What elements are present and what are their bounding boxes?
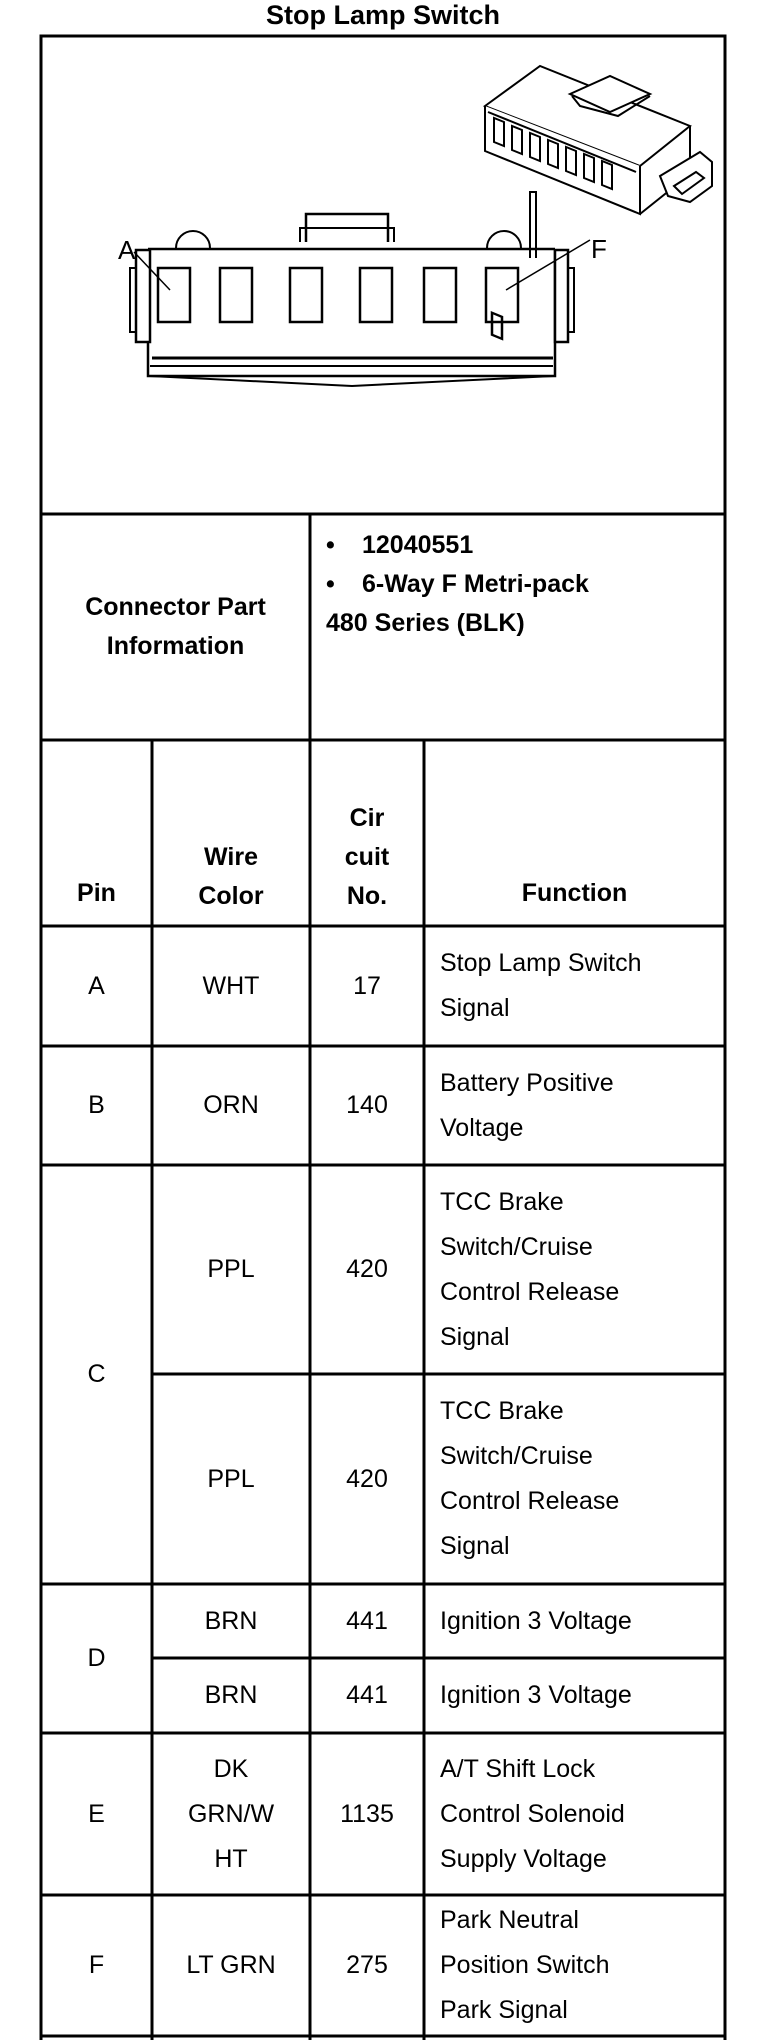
table-row-pin: A [88,971,105,1000]
table-row-wire-color: ORN [203,1091,259,1119]
table-row-wire-color: BRN [204,1681,258,1709]
table-row-wire-color: PPL [207,1255,255,1283]
table-row-wire-color: DK GRN/W HT [187,1754,275,1873]
table-row-circuit: 140 [346,1091,388,1119]
table-row-circuit: 17 [353,971,381,1000]
connector-series-line: 480 Series (BLK) [326,609,525,637]
page-title: Stop Lamp Switch [265,0,500,30]
header-pin: Pin [77,879,116,907]
table-row-pin: C [87,1360,106,1388]
table-row-function: Ignition 3 Voltage [440,1606,632,1635]
table-row-function: Ignition 3 Voltage [440,1681,632,1709]
table-row-wire-color: PPL [207,1464,255,1493]
table-row-circuit: 1135 [340,1799,394,1828]
connector-type-bullet: • 6-Way F Metri-pack [326,570,589,598]
header-function: Function [521,879,628,907]
connector-front-view [130,192,590,386]
header-wire-color: Wire Color [198,843,264,910]
header-circuit-no: Cir cuit No. [344,804,390,910]
table-row-circuit: 441 [346,1681,388,1709]
table-row-circuit: 275 [346,1951,388,1979]
table-row-circuit: 420 [346,1255,388,1283]
connector-part-info-label [41,514,310,740]
table-row-circuit: 441 [346,1606,388,1635]
table-row-pin: D [87,1644,106,1672]
table-row-pin: B [88,1091,105,1119]
table-row-circuit: 420 [346,1464,388,1493]
connector-part-info-values [310,526,720,643]
pin-a-callout: A [118,235,136,265]
table-row-function: A/T Shift Lock Control Solenoid Supply Voltage [440,1754,625,1873]
table-row-function: TCC Brake Switch/Cruise Control Release Signal [440,1187,620,1351]
connector-part-info-label-line: Information [106,632,245,660]
pin-f-callout: F [591,234,607,264]
table-row-function: TCC Brake Switch/Cruise Control Release Signal [440,1397,620,1560]
table-row-function: Battery Positive Voltage [440,1068,614,1142]
table-row-wire-color: WHT [202,971,260,1000]
table-row-function: Stop Lamp Switch Signal [440,949,642,1022]
table-row-wire-color: LT GRN [186,1951,276,1979]
table-row-pin: E [88,1799,105,1828]
connector-illustration [0,36,768,514]
part-number-bullet: • 12040551 [326,531,474,559]
table-row-pin: F [88,1951,105,1979]
table-row-function: Park Neutral Position Switch Park Signal [440,1906,610,2024]
connector-part-info-label-line: Connector Part [85,593,266,621]
table-row-wire-color: BRN [204,1606,258,1635]
